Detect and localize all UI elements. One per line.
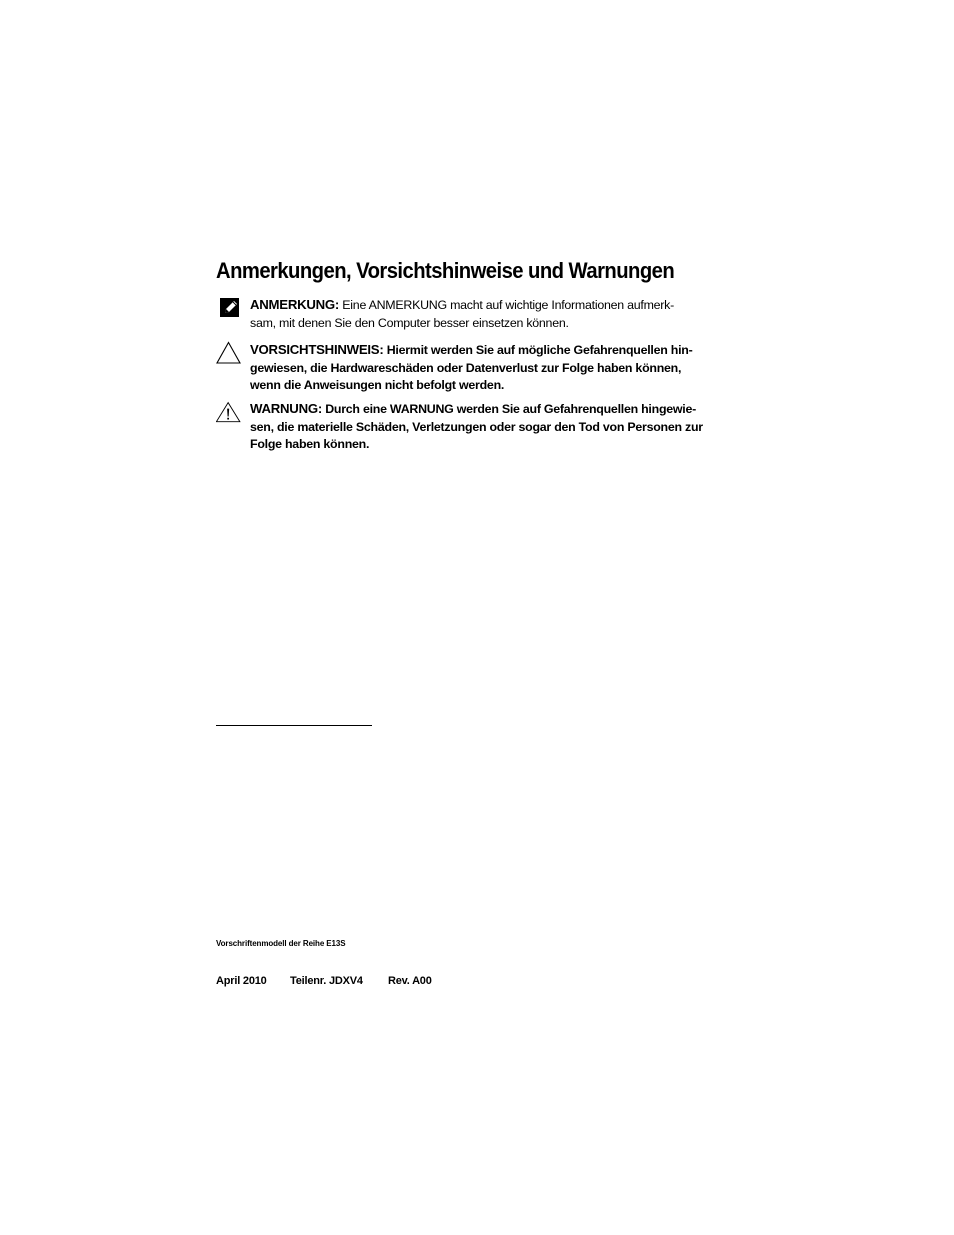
caution-label: VORSICHTSHINWEIS: <box>250 342 384 357</box>
footnote-divider <box>216 725 372 726</box>
warning-text-line: sen, die materielle Schäden, Verletzungen oder sogar den Tod von Personen zur <box>250 419 703 434</box>
note-label: ANMERKUNG: <box>250 297 340 312</box>
revision: Rev. A00 <box>388 975 432 987</box>
release-date: April 2010 <box>216 975 267 987</box>
warning-text-line: Folge haben können. <box>250 437 370 451</box>
note-text-line: sam, mit denen Sie den Computer besser einsetzen können. <box>250 315 569 330</box>
page-title: Anmerkungen, Vorsichtshinweise und Warnungen <box>216 258 675 283</box>
warning-exclamation-icon <box>216 400 242 426</box>
note-pencil-icon <box>216 296 242 322</box>
warning-text-line: Durch eine WARNUNG werden Sie auf Gefahrenquellen hingewie- <box>325 402 697 416</box>
regulatory-model: Vorschriftenmodell der Reihe E13S <box>216 939 346 948</box>
caution-text-line: Hiermit werden Sie auf mögliche Gefahrenquellen hin- <box>386 343 693 357</box>
warning-label: WARNUNG: <box>250 401 322 416</box>
part-number: Teilenr. JDXV4 <box>290 975 363 987</box>
note-text-line: Eine ANMERKUNG macht auf wichtige Informationen aufmerk- <box>342 298 674 312</box>
caution-triangle-icon <box>216 341 242 367</box>
caution-text-line: gewiesen, die Hardwareschäden oder Datenverlust zur Folge haben können, <box>250 360 682 375</box>
caution-text-line: wenn die Anweisungen nicht befolgt werden. <box>250 378 505 392</box>
